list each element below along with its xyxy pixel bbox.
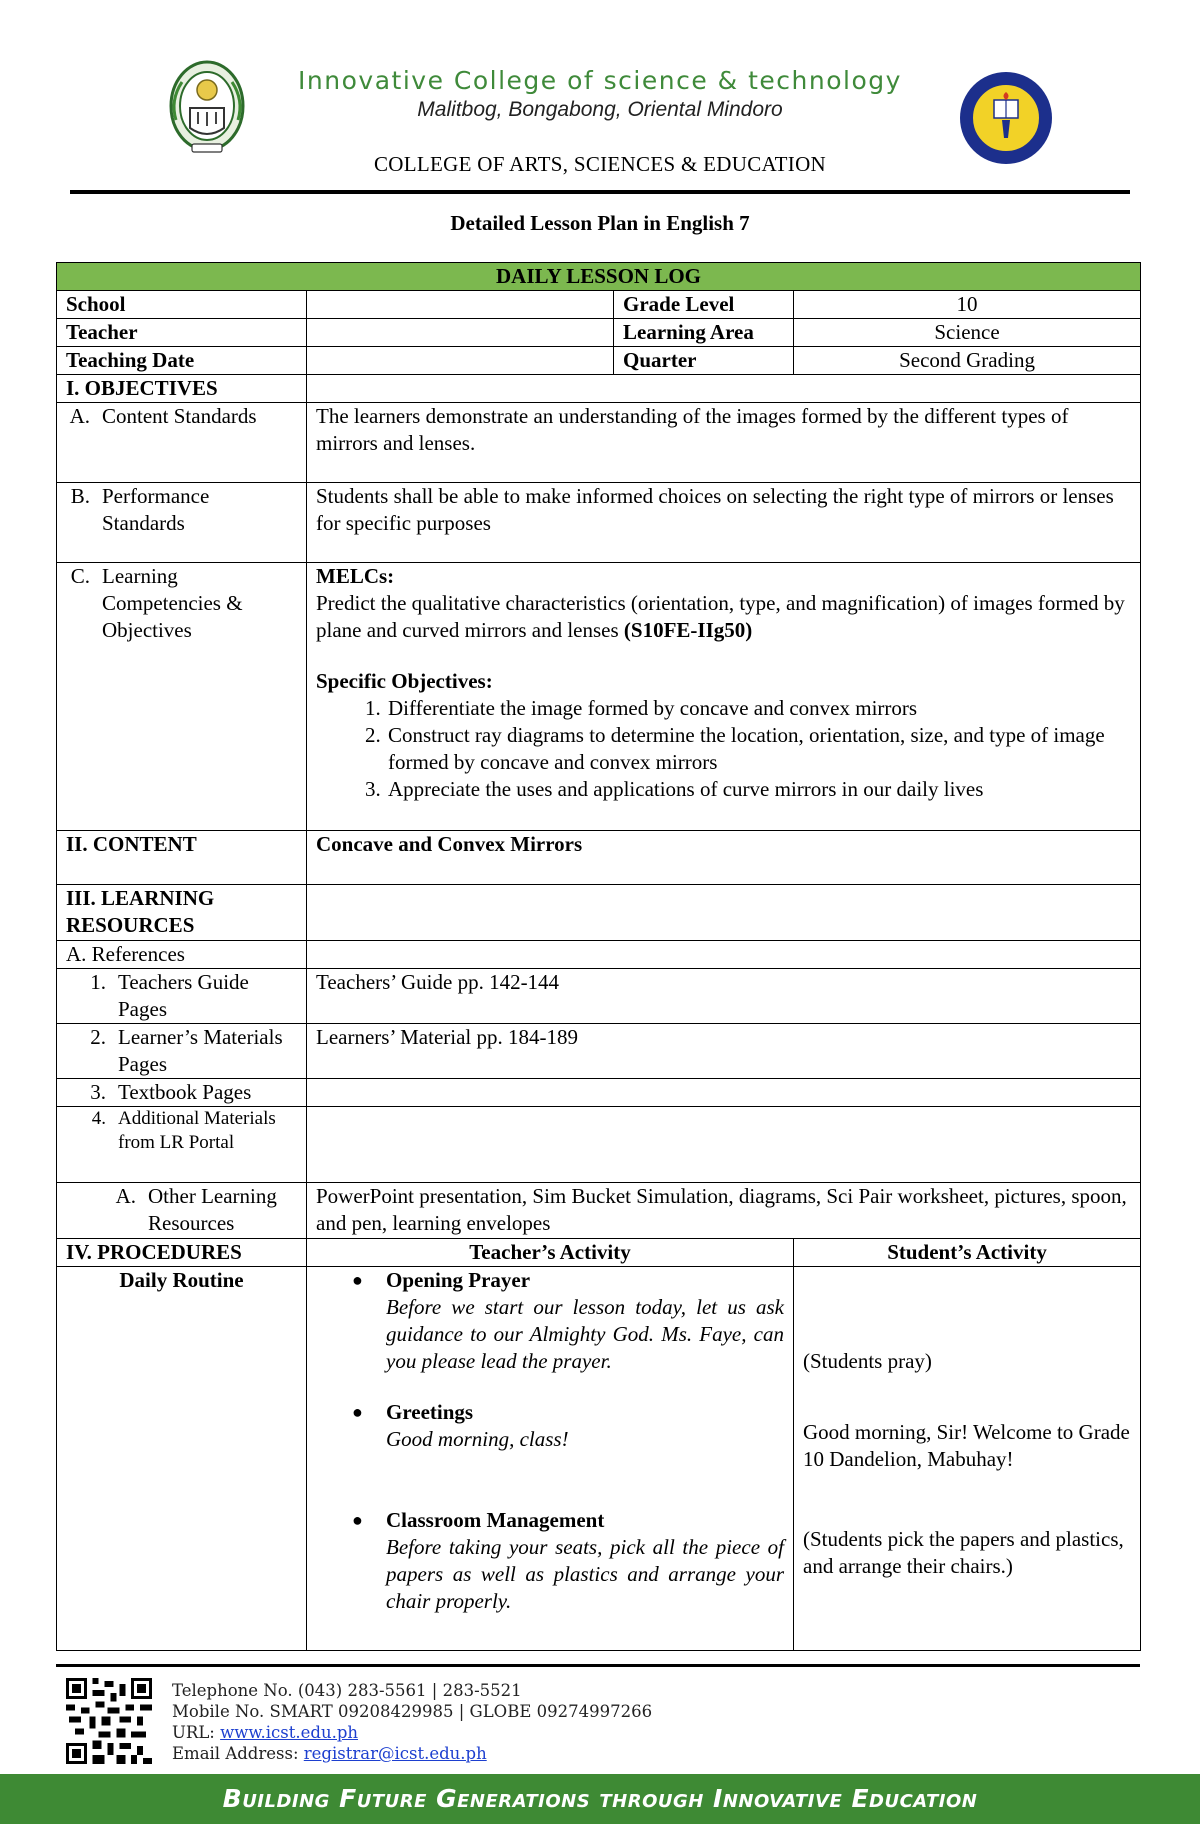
footer-rule	[56, 1664, 1140, 1667]
grade-level-value: 10	[794, 291, 1141, 319]
student-line: (Students pray)	[803, 1349, 932, 1373]
quarter-value: Second Grading	[794, 347, 1141, 375]
education-seal-icon	[958, 70, 1054, 166]
list-item	[352, 1507, 784, 1615]
other-resources-text-label: Other Learning Resources	[148, 1184, 277, 1235]
performance-standards-value: Students shall be able to make informed choices on selecting the right type of mirrors or lenses for specific purposes	[307, 483, 1141, 563]
table-title: DAILY LESSON LOG	[57, 263, 1141, 291]
resource-row-label	[57, 1107, 307, 1183]
url-line	[172, 1722, 652, 1743]
melcs-heading: MELCs:	[316, 564, 395, 588]
activity-title: Greetings	[386, 1400, 474, 1424]
melcs-code: (S10FE-IIg50)	[623, 618, 753, 642]
melcs-statement	[316, 590, 1131, 644]
learning-area-value: Science	[794, 319, 1141, 347]
telephone: Telephone No. (043) 283-5561 | 283-5521	[172, 1681, 522, 1700]
melcs-text: Predict the qualitative characteristics (orientation, type, and magnification) of images formed by plane and curved mirrors and lenses	[316, 591, 1125, 642]
page-header	[0, 0, 1200, 235]
content-standards-text-label: Content Standards	[102, 404, 257, 428]
competencies-value	[307, 563, 1141, 831]
competencies-label	[57, 563, 307, 831]
bullet-icon: ●	[352, 1402, 363, 1422]
email-link[interactable]: registrar@icst.edu.ph	[303, 1744, 487, 1763]
content-heading: II. CONTENT	[57, 831, 307, 885]
specific-objectives-list	[316, 695, 1131, 803]
student-line: Good morning, Sir! Welcome to Grade 10 Dandelion, Mabuhay!	[803, 1420, 1130, 1471]
school-seal-icon	[168, 60, 246, 158]
resource-value	[307, 1079, 1141, 1107]
resource-label: Textbook Pages	[118, 1080, 252, 1104]
resource-row-label	[57, 1024, 307, 1079]
teacher-line: Before we start our lesson today, let us ask guidance to our Almighty God. Ms. Faye, can you please lead the prayer.	[386, 1295, 784, 1373]
specific-objectives-heading: Specific Objectives:	[316, 669, 493, 693]
list-item: 3. Appreciate the uses and applications of curve mirrors in our daily lives	[386, 776, 1131, 803]
department-name: COLLEGE OF ARTS, SCIENCES & EDUCATION	[373, 152, 827, 176]
document-title: Detailed Lesson Plan in English 7	[450, 211, 750, 235]
resource-value: Teachers’ Guide pp. 142-144	[307, 969, 1141, 1024]
teaching-date-label: Teaching Date	[57, 347, 307, 375]
teacher-activity-cell	[307, 1267, 794, 1651]
college-name: Innovative College of science & technology	[298, 66, 902, 95]
url-label: URL:	[172, 1723, 215, 1742]
competencies-mark: C.	[70, 564, 90, 588]
resource-mark: 3.	[90, 1080, 106, 1104]
teaching-date-value	[307, 347, 614, 375]
student-activity-header: Student’s Activity	[794, 1239, 1141, 1267]
resource-mark: 2.	[90, 1025, 106, 1049]
list-item	[352, 1399, 784, 1453]
student-activity-cell	[794, 1267, 1141, 1651]
references-label: A. References	[57, 941, 307, 969]
content-standards-value: The learners demonstrate an understanding of the images formed by the different types of mirrors and lenses.	[307, 403, 1141, 483]
list-item	[352, 1267, 784, 1375]
daily-routine-label: Daily Routine	[57, 1267, 307, 1651]
college-address: Malitbog, Bongabong, Oriental Mindoro	[417, 98, 783, 121]
student-line: (Students pick the papers and plastics, and arrange their chairs.)	[803, 1527, 1124, 1578]
performance-standards-mark: B.	[70, 484, 90, 508]
daily-lesson-log-table	[56, 262, 1141, 1651]
procedures-heading: IV. PROCEDURES	[57, 1239, 307, 1267]
learning-area-label: Learning Area	[614, 319, 794, 347]
school-value	[307, 291, 614, 319]
objectives-heading: I. OBJECTIVES	[57, 375, 307, 403]
bullet-icon: ●	[352, 1270, 363, 1290]
activity-title: Classroom Management	[386, 1508, 605, 1532]
resource-label: Teachers Guide Pages	[118, 970, 249, 1021]
resource-value	[307, 1107, 1141, 1183]
performance-standards-text-label: Performance Standards	[102, 484, 210, 535]
contact-info	[172, 1680, 652, 1764]
performance-standards-label	[57, 483, 307, 563]
resource-mark: 4.	[91, 1108, 106, 1129]
qr-code-icon	[66, 1678, 152, 1764]
teacher-activity-header: Teacher’s Activity	[307, 1239, 794, 1267]
email-label: Email Address:	[172, 1744, 299, 1763]
header-rule	[70, 190, 1130, 194]
teacher-line: Good morning, class!	[386, 1427, 569, 1451]
website-link[interactable]: www.icst.edu.ph	[220, 1723, 359, 1742]
content-standards-label	[57, 403, 307, 483]
resource-label: Learner’s Materials Pages	[118, 1025, 283, 1076]
competencies-text-label: Learning Competencies & Objectives	[102, 564, 243, 642]
resource-label: Additional Materials from LR Portal	[118, 1108, 276, 1153]
slogan-banner: Building Future Generations through Innovative Education	[0, 1774, 1200, 1824]
email-line	[172, 1743, 652, 1764]
resource-row-label	[57, 1079, 307, 1107]
teacher-value	[307, 319, 614, 347]
mobile: Mobile No. SMART 09208429985 | GLOBE 09274997266	[172, 1702, 653, 1721]
resource-row-label	[57, 969, 307, 1024]
grade-level-label: Grade Level	[614, 291, 794, 319]
quarter-label: Quarter	[614, 347, 794, 375]
resource-mark: 1.	[90, 970, 106, 994]
learning-resources-heading: III. LEARNING RESOURCES	[57, 885, 307, 941]
references-value	[307, 941, 1141, 969]
resource-value: Learners’ Material pp. 184-189	[307, 1024, 1141, 1079]
objectives-heading-value	[307, 375, 1141, 403]
school-label: School	[57, 291, 307, 319]
other-resources-label	[57, 1183, 307, 1239]
other-resources-mark: A.	[115, 1184, 136, 1208]
teacher-line: Before taking your seats, pick all the piece of papers as well as plastics and arrange your chair properly.	[386, 1535, 784, 1613]
content-standards-mark: A.	[69, 404, 90, 428]
activity-title: Opening Prayer	[386, 1268, 531, 1292]
list-item: 1. Differentiate the image formed by concave and convex mirrors	[386, 695, 1131, 722]
content-value: Concave and Convex Mirrors	[307, 831, 1141, 885]
bullet-icon: ●	[352, 1510, 363, 1530]
learning-resources-value	[307, 885, 1141, 941]
list-item: 2. Construct ray diagrams to determine the location, orientation, size, and type of image formed by concave and convex mirrors	[386, 722, 1131, 776]
other-resources-value: PowerPoint presentation, Sim Bucket Simulation, diagrams, Sci Pair worksheet, pictures, spoon, and pen, learning envelopes	[307, 1183, 1141, 1239]
teacher-label: Teacher	[57, 319, 307, 347]
